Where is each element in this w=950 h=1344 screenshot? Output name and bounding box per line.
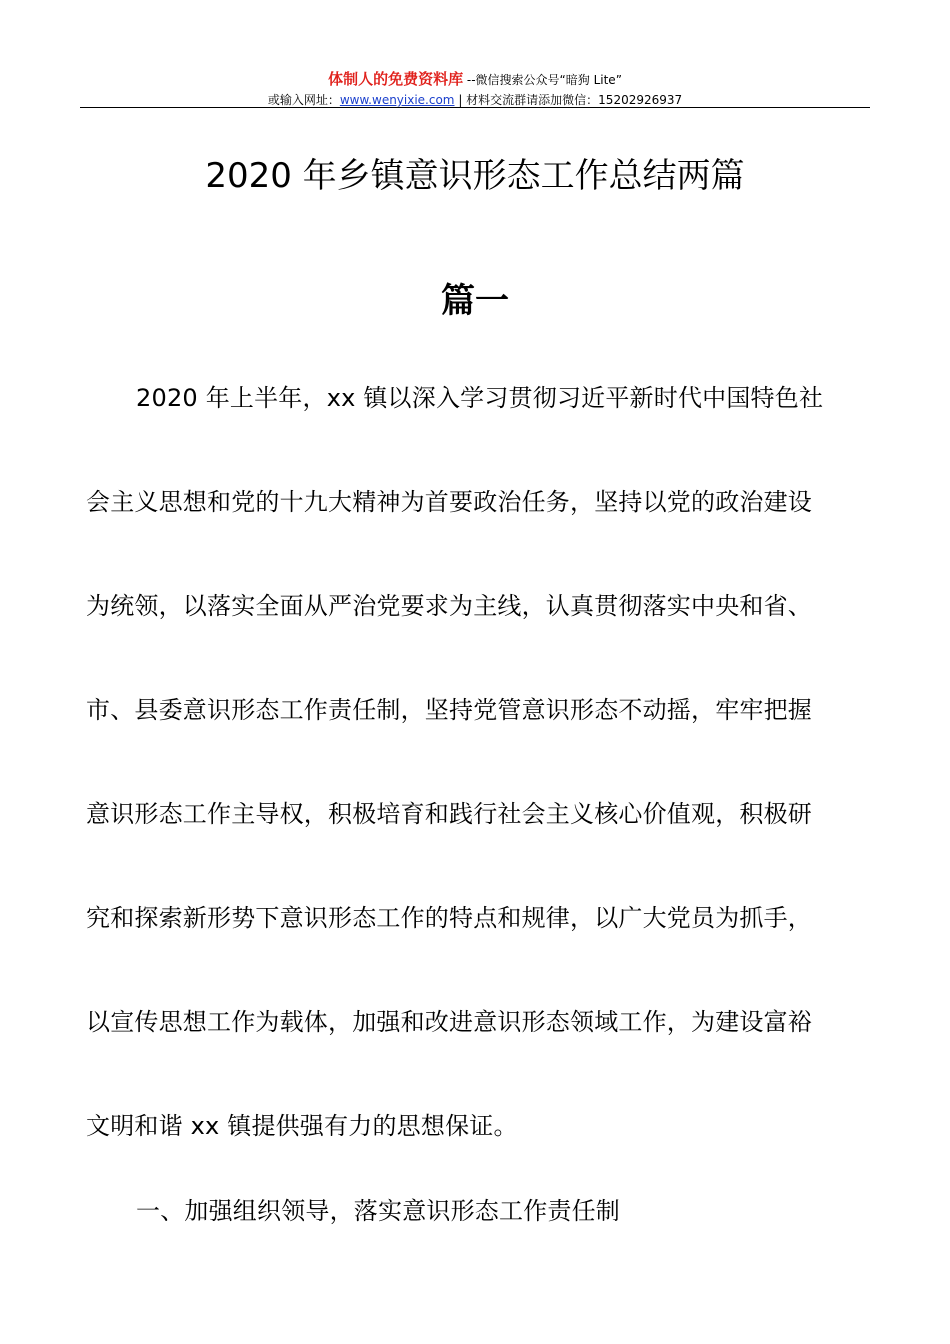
paragraph-line: 以宣传思想工作为载体，加强和改进意识形态领域工作，为建设富裕 — [86, 1008, 812, 1036]
paragraph-line: 市、县委意识形态工作责任制，坚持党管意识形态不动摇，牢牢把握 — [86, 696, 812, 724]
website-link[interactable]: www.wenyixie.com — [339, 93, 455, 107]
paragraph-line: 会主义思想和党的十九大精神为首要政治任务，坚持以党的政治建设 — [86, 488, 812, 516]
page-header — [80, 68, 870, 109]
header-divider — [80, 107, 870, 108]
subheading: 一、加强组织领导，落实意识形态工作责任制 — [136, 1197, 620, 1225]
contact-info: | 材料交流群请添加微信：15202926937 — [454, 93, 683, 107]
paragraph-line: 为统领，以落实全面从严治党要求为主线，认真贯彻落实中央和省、 — [86, 592, 812, 620]
paragraph-line: 2020 年上半年，xx 镇以深入学习贯彻习近平新时代中国特色社 — [136, 384, 824, 412]
section-title: 篇一 — [441, 281, 509, 321]
wechat-search-hint: --微信搜索公众号“暗狗 Lite” — [463, 73, 622, 87]
site-name: 体制人的免费资料库 — [328, 70, 464, 88]
header-banner — [80, 68, 870, 91]
document-title: 2020 年乡镇意识形态工作总结两篇 — [205, 156, 745, 196]
paragraph-line: 究和探索新形势下意识形态工作的特点和规律，以广大党员为抓手， — [86, 904, 812, 932]
url-prefix: 或输入网址： — [267, 93, 340, 107]
paragraph-line: 意识形态工作主导权，积极培育和践行社会主义核心价值观，积极研 — [86, 800, 812, 828]
paragraph-line: 文明和谐 xx 镇提供强有力的思想保证。 — [86, 1112, 518, 1140]
